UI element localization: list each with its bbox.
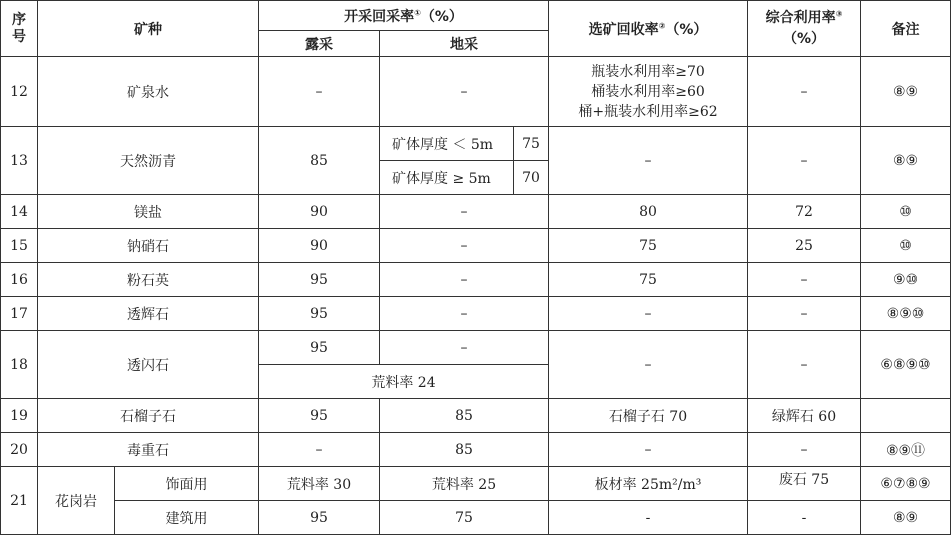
header-beneficiation xyxy=(549,1,748,57)
cell-beneficiation: – xyxy=(549,331,748,399)
table-row xyxy=(1,229,951,263)
cell-remark: ⑩ xyxy=(861,195,951,229)
cell-open-pit: 95 xyxy=(259,331,380,365)
cell-comprehensive: 废石 75 xyxy=(748,467,861,501)
cell-comprehensive: – xyxy=(748,263,861,297)
header-remarks: 备注 xyxy=(861,1,951,57)
cell-beneficiation: 80 xyxy=(549,195,748,229)
cell-comprehensive: 25 xyxy=(748,229,861,263)
table-row xyxy=(1,399,951,433)
bene-line-2: 桶装水利用率≥60 xyxy=(591,83,705,100)
cell-mineral: 花岗岩 xyxy=(38,467,115,535)
cell-comprehensive: – xyxy=(748,297,861,331)
cell-mineral: 钠硝石 xyxy=(38,229,259,263)
cell-beneficiation: - xyxy=(549,501,748,535)
cell-open-pit: – xyxy=(259,57,380,127)
cell-mineral: 透闪石 xyxy=(38,331,259,399)
cell-comprehensive: – xyxy=(748,331,861,399)
header-comprehensive-sup: ③ xyxy=(835,8,843,18)
cell-comprehensive: 72 xyxy=(748,195,861,229)
header-underground: 地采 xyxy=(380,31,549,57)
cell-mineral: 镁盐 xyxy=(38,195,259,229)
table-row xyxy=(1,57,951,127)
cell-mineral: 透辉石 xyxy=(38,297,259,331)
cell-underground: – xyxy=(380,195,549,229)
cell-use-type: 饰面用 xyxy=(115,467,259,501)
table-row xyxy=(1,127,951,161)
header-beneficiation-sup: ② xyxy=(658,20,666,30)
cell-beneficiation: – xyxy=(549,433,748,467)
cell-seq: 20 xyxy=(1,433,38,467)
cell-comprehensive: - xyxy=(748,501,861,535)
table-row xyxy=(1,297,951,331)
cell-seq: 13 xyxy=(1,127,38,195)
cell-block-yield: 荒料率 24 xyxy=(259,365,549,399)
cell-underground: – xyxy=(380,331,549,365)
cell-use-type: 建筑用 xyxy=(115,501,259,535)
cell-remark xyxy=(861,399,951,433)
cell-underground: – xyxy=(380,57,549,127)
cell-open-pit: 荒料率 30 xyxy=(259,467,380,501)
header-mining-rate-unit: （%） xyxy=(420,8,463,25)
header-mineral: 矿种 xyxy=(38,1,259,57)
cell-underground: 85 xyxy=(380,399,549,433)
cell-underground: – xyxy=(380,263,549,297)
header-mining-rate-sup: ① xyxy=(414,7,421,17)
cell-beneficiation: 75 xyxy=(549,229,748,263)
cell-seq: 16 xyxy=(1,263,38,297)
cell-underground: – xyxy=(380,229,549,263)
cell-seq: 12 xyxy=(1,57,38,127)
cell-beneficiation: 75 xyxy=(549,263,748,297)
cell-mineral: 毒重石 xyxy=(38,433,259,467)
cell-beneficiation: 石榴子石 70 xyxy=(549,399,748,433)
bene-line-1: 瓶装水利用率≥70 xyxy=(591,63,705,80)
cell-open-pit: 95 xyxy=(259,263,380,297)
cell-underground: 75 xyxy=(380,501,549,535)
header-comprehensive-label: 综合利用率 xyxy=(765,9,836,26)
cell-seq: 18 xyxy=(1,331,38,399)
cell-remark: ⑩ xyxy=(861,229,951,263)
cell-underground-thick-label: 矿体厚度 ≥ 5m xyxy=(380,161,514,195)
cell-open-pit: 90 xyxy=(259,195,380,229)
header-mining-rate-label: 开采回采率 xyxy=(344,8,415,25)
cell-beneficiation: – xyxy=(549,127,748,195)
table-row xyxy=(1,263,951,297)
cell-beneficiation xyxy=(549,57,748,127)
bene-line-3: 桶+瓶装水利用率≥62 xyxy=(578,103,718,120)
cell-underground: 荒料率 25 xyxy=(380,467,549,501)
header-seq: 序号 xyxy=(1,1,38,57)
cell-mineral: 天然沥青 xyxy=(38,127,259,195)
cell-remark: ⑧⑨ xyxy=(861,57,951,127)
cell-open-pit: 95 xyxy=(259,297,380,331)
cell-underground-thin-label: 矿体厚度 ＜ 5m xyxy=(380,127,514,161)
cell-mineral: 矿泉水 xyxy=(38,57,259,127)
cell-open-pit: – xyxy=(259,433,380,467)
cell-seq: 19 xyxy=(1,399,38,433)
cell-underground: 85 xyxy=(380,433,549,467)
cell-open-pit: 90 xyxy=(259,229,380,263)
header-open-pit: 露采 xyxy=(259,31,380,57)
cell-remark: ⑧⑨ xyxy=(861,501,951,535)
cell-seq: 17 xyxy=(1,297,38,331)
cell-remark: ⑧⑨⑩ xyxy=(861,297,951,331)
header-comprehensive xyxy=(748,1,861,57)
cell-seq: 15 xyxy=(1,229,38,263)
cell-underground: – xyxy=(380,297,549,331)
table-row xyxy=(1,467,951,501)
cell-remark: ⑧⑨⑪ xyxy=(861,433,951,467)
cell-beneficiation: – xyxy=(549,297,748,331)
cell-remark: ⑨⑩ xyxy=(861,263,951,297)
table-row xyxy=(1,195,951,229)
header-beneficiation-unit: （%） xyxy=(665,21,708,38)
cell-comprehensive: 绿辉石 60 xyxy=(748,399,861,433)
cell-comprehensive: – xyxy=(748,127,861,195)
cell-remark: ⑧⑨ xyxy=(861,127,951,195)
table-row xyxy=(1,433,951,467)
cell-beneficiation: 板材率 25m²/m³ xyxy=(549,467,748,501)
header-mining-rate xyxy=(259,1,549,31)
table-row xyxy=(1,331,951,365)
cell-seq: 21 xyxy=(1,467,38,535)
header-beneficiation-label: 选矿回收率 xyxy=(588,21,659,38)
table-row xyxy=(1,501,951,535)
cell-remark: ⑥⑦⑧⑨ xyxy=(861,467,951,501)
cell-underground-thin-value: 75 xyxy=(514,127,549,161)
cell-underground-thick-value: 70 xyxy=(514,161,549,195)
cell-remark: ⑥⑧⑨⑩ xyxy=(861,331,951,399)
cell-comprehensive: – xyxy=(748,433,861,467)
cell-open-pit: 95 xyxy=(259,399,380,433)
cell-mineral: 粉石英 xyxy=(38,263,259,297)
cell-comprehensive: – xyxy=(748,57,861,127)
header-comprehensive-unit: （%） xyxy=(782,30,826,47)
cell-open-pit: 85 xyxy=(259,127,380,195)
cell-seq: 14 xyxy=(1,195,38,229)
cell-open-pit: 95 xyxy=(259,501,380,535)
cell-mineral: 石榴子石 xyxy=(38,399,259,433)
